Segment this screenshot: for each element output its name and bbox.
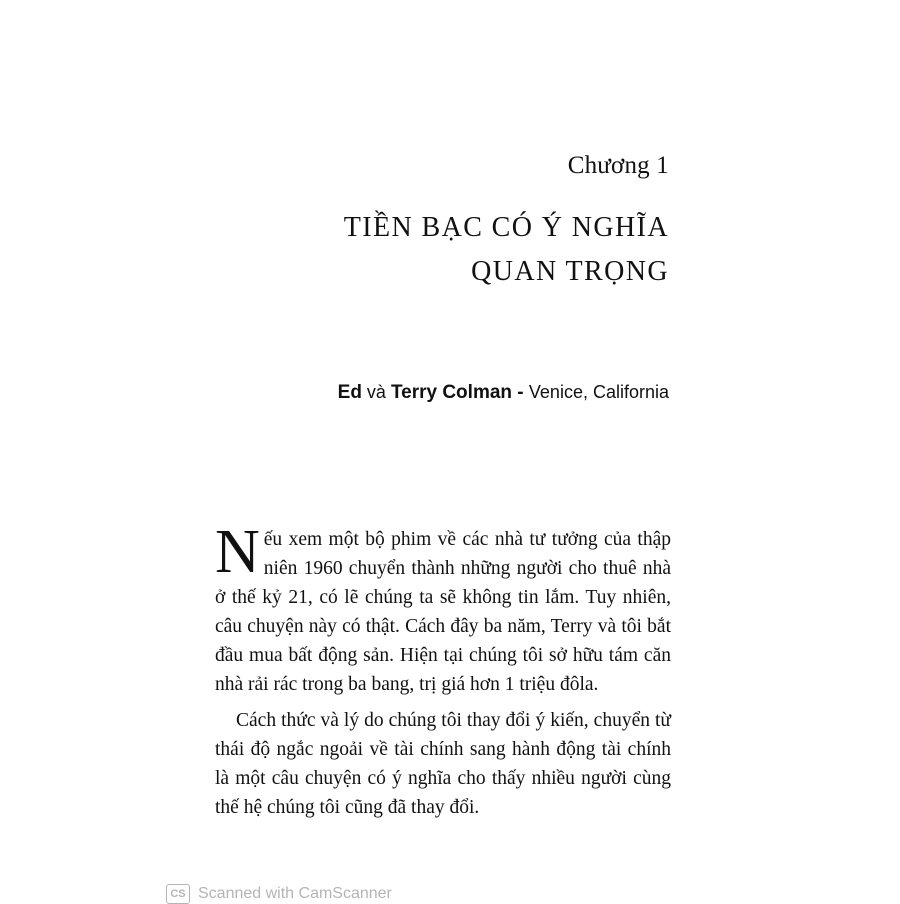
byline-separator: -: [512, 382, 529, 403]
chapter-title-line-1: TIỀN BẠC CÓ Ý NGHĨA: [343, 212, 669, 243]
scanner-watermark: [166, 884, 392, 904]
author-name-2: Terry Colman: [390, 382, 513, 403]
byline: [338, 382, 669, 404]
chapter-label: Chương 1: [567, 152, 669, 179]
drop-cap: N: [215, 518, 260, 586]
paragraph-1-text: ếu xem một bộ phim về các nhà tư tưởng của thập niên 1960 chuyển thành những người cho thuê nhà ở thế kỷ 21, có lẽ chúng ta sẽ không tin lắm. Tuy nhiên, câu chuyện này có thật. Cách đây ba năm, Terry và tôi bắt đầu mua bất động sản. Hiện tại chúng tôi sở hữu tám căn nhà rải rác trong ba bang, trị giá hơn 1 triệu đôla.: [215, 529, 671, 695]
camscanner-icon: CS: [166, 884, 190, 904]
paragraph-2: Cách thức và lý do chúng tôi thay đổi ý kiến, chuyển từ thái độ ngắc ngoải về tài chính sang hành động tài chính là một câu chuyện có ý nghĩa cho thấy nhiều người cùng thế hệ chúng tôi cũng đã thay đổi.: [215, 710, 671, 818]
paragraph-1: [215, 518, 671, 699]
author-location: Venice, California: [528, 382, 669, 402]
author-name-1: Ed: [337, 382, 362, 403]
chapter-title-line-2: QUAN TRỌNG: [471, 256, 669, 287]
chapter-title: [344, 206, 669, 294]
watermark-text: Scanned with CamScanner: [198, 885, 392, 902]
body-text: [215, 518, 671, 829]
author-connector: và: [361, 382, 391, 402]
